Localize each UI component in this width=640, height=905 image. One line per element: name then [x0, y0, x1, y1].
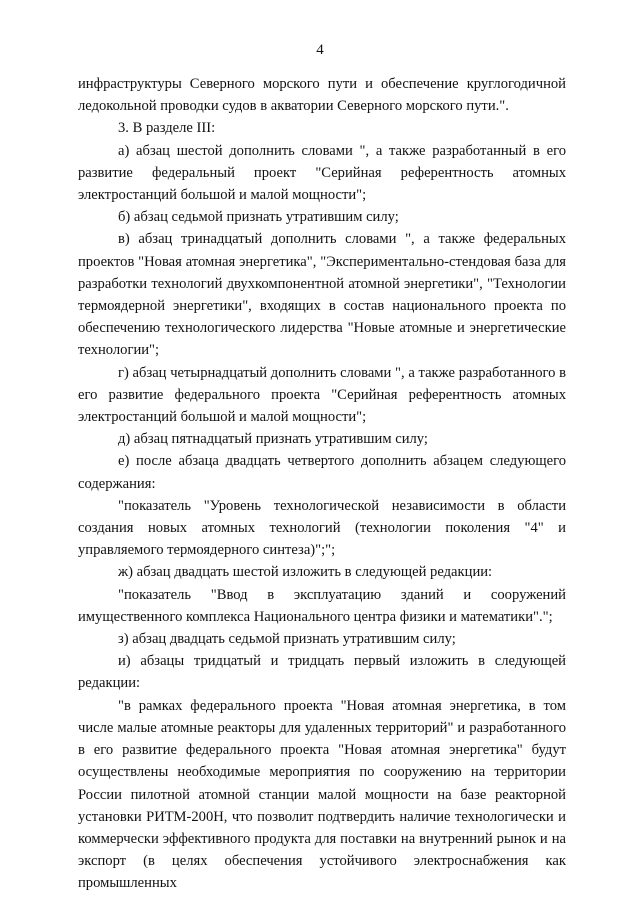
- paragraph-indicator-1: "показатель "Уровень технологической независимости в области создания новых атомных технологий (технологии поколения "4" и управляемого термоядерного синтеза)";";: [78, 497, 566, 559]
- document-body: [78, 73, 566, 895]
- paragraph-item-i: и) абзацы тридцатый и тридцать первый изложить в следующей редакции:: [78, 653, 566, 692]
- paragraph-indicator-2: "показатель "Ввод в эксплуатацию зданий и сооружений имущественного комплекса Национального центра физики и математики".";: [78, 586, 566, 625]
- paragraph-item-b: б) абзац седьмой признать утратившим силу;: [118, 209, 399, 226]
- paragraph-item-a: а) абзац шестой дополнить словами ", а также разработанный в его развитие федеральный проект "Серийная референтность атомных электростанций большой и малой мощности";: [78, 142, 566, 204]
- paragraph-section-3: 3. В разделе III:: [118, 120, 216, 137]
- page-number: 4: [316, 42, 324, 58]
- paragraph-new-wording: "в рамках федерального проекта "Новая атомная энергетика, в том числе малые атомные реакторы для удаленных территорий" и разработанного в его развитие федерального проекта "Новая атомная энергетика" будут осуществлены необходимые мероприятия по сооружению на территории России пилотной атомной станции малой мощности на базе реакторной установки РИТМ-200Н, что позволит подтвердить наличие технологически и коммерчески эффективного продукта для поставки на внутренний рынок и на экспорт (в целях обеспечения устойчивого электроснабжения как промышленных: [78, 697, 566, 892]
- paragraph-item-zh: ж) абзац двадцать шестой изложить в следующей редакции:: [118, 564, 493, 581]
- paragraph-item-v: в) абзац тринадцатый дополнить словами ", а также федеральных проектов "Новая атомная энергетика", "Экспериментально-стендовая база для разработки технологий двухкомпонентной атомной энергетики", "Технологии термоядерной энергетики", входящих в состав национального проекта по обеспечению технологического лидерства "Новые атомные и энергетические технологии";: [78, 231, 566, 359]
- paragraph-item-e: е) после абзаца двадцать четвертого дополнить абзацем следующего содержания:: [78, 453, 566, 492]
- paragraph-continuation: инфраструктуры Северного морского пути и обеспечение круглогодичной ледокольной проводки судов в акватории Северного морского пути.".: [78, 76, 566, 115]
- paragraph-item-z: з) абзац двадцать седьмой признать утратившим силу;: [118, 631, 456, 648]
- paragraph-item-d: д) абзац пятнадцатый признать утратившим силу;: [118, 431, 428, 448]
- paragraph-item-g: г) абзац четырнадцатый дополнить словами ", а также разработанного в его развитие федерального проекта "Серийная референтность атомных электростанций большой и малой мощности";: [78, 364, 566, 426]
